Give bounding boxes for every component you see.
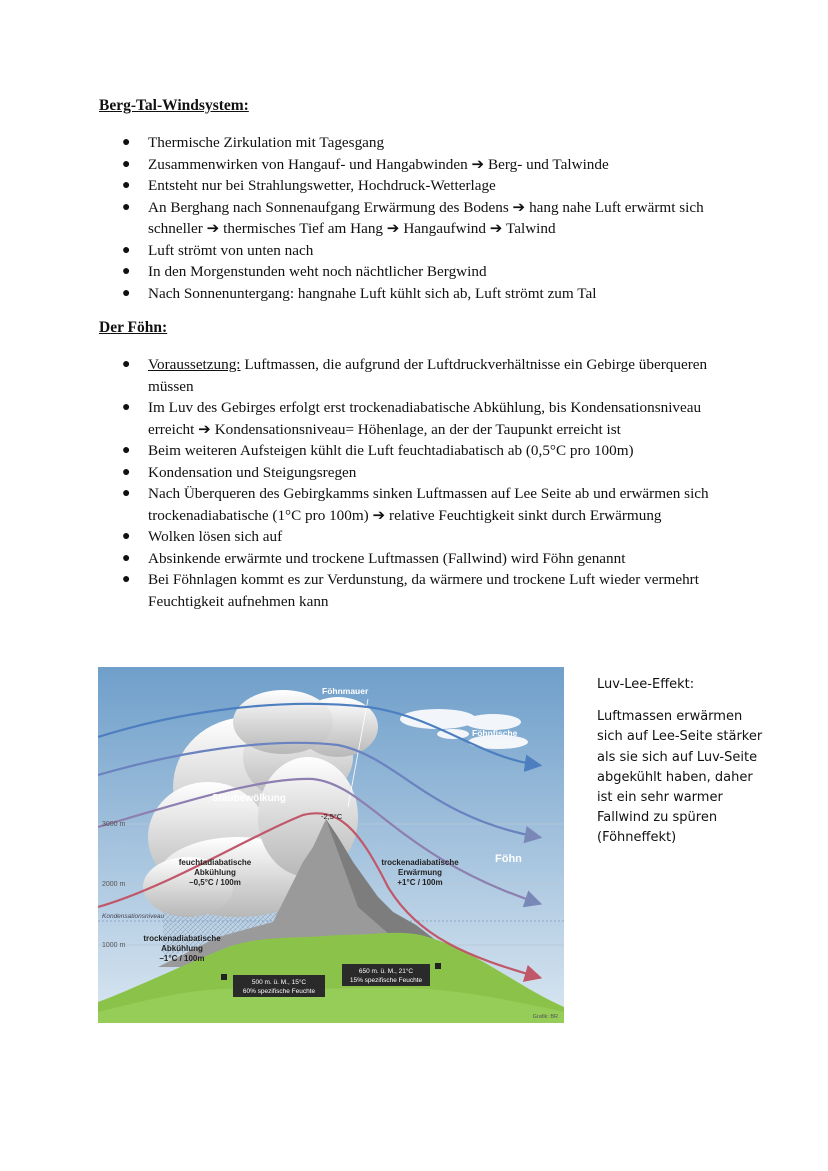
section-heading-foehn: Der Föhn: — [99, 319, 168, 336]
list-item-text: Absinkende erwärmte und trockene Luftmassen (Fallwind) wird Föhn genannt — [148, 549, 626, 567]
list-item: ● Nach Überqueren des Gebirgkamms sinken Luftmassen auf Lee Seite ab und erwärmen sich trockenadiabatische (1°C pro 100m) ➔ relative Feuchtigkeit sinkt durch Erwärmung — [122, 485, 709, 524]
label-trocken-ab-line3: –1°C / 100m — [159, 954, 205, 963]
list-item-text: Zusammenwirken von Hangauf- und Hangabwinden ➔ Berg- und Talwinde — [148, 155, 609, 173]
label-staubewoelkung: Staubewölkung — [212, 793, 286, 804]
list-item: ● Zusammenwirken von Hangauf- und Hangabwinden ➔ Berg- und Talwinde — [122, 155, 609, 173]
list-item: ● Voraussetzung: Luftmassen, die aufgrund der Luftdruckverhältnisse ein Gebirge überqueren müssen — [122, 356, 708, 395]
list-item: ● Entsteht nur bei Strahlungswetter, Hochdruck-Wetterlage — [122, 177, 496, 194]
label-peak-temp: -2,5°C — [321, 812, 343, 821]
list-item-text: Wolken lösen sich auf — [148, 528, 283, 545]
label-trocken-ab-line2: Abkühlung — [161, 944, 203, 953]
list-item-text: Beim weiteren Aufsteigen kühlt die Luft feuchtadiabatisch ab (0,5°C pro 100m) — [148, 442, 634, 459]
label-foehnmauer: Föhnmauer — [322, 686, 369, 696]
list-item: ● An Berghang nach Sonnenaufgang Erwärmung des Bodens ➔ hang nahe Luft erwärmt sich schneller ➔ thermisches Tief am Hang ➔ Hangaufwind ➔ Talwind — [122, 198, 704, 237]
list-item-text: Luftmassen, die aufgrund der Luftdruckverhältnisse ein Gebirge überqueren müssen — [148, 356, 708, 395]
list-item-text: An Berghang nach Sonnenaufgang Erwärmung des Bodens ➔ hang nahe Luft erwärmt sich schneller ➔ thermisches Tief am Hang ➔ Hangaufwind ➔ Talwind — [148, 198, 704, 237]
voraussetzung-label: Voraussetzung: — [148, 356, 241, 373]
sidebar-title: Luv-Lee-Effekt: — [597, 677, 695, 692]
list-item-text: Bei Föhnlagen kommt es zur Verdunstung, da wärmere und trockene Luft wieder vermehrt Feuchtigkeit aufnehmen kann — [148, 571, 699, 610]
label-credit: Grafik: BR — [532, 1014, 558, 1020]
info-box-right-line1: 650 m. ü. M., 21°C — [358, 968, 414, 975]
marker-left — [221, 974, 227, 980]
label-alt-3000: 3000 m — [102, 821, 126, 828]
list-item-text: Nach Sonnenuntergang: hangnahe Luft kühlt sich ab, Luft strömt zum Tal — [148, 284, 597, 302]
list-item-text: In den Morgenstunden weht noch nächtlicher Bergwind — [148, 263, 487, 280]
list-item: ● Beim weiteren Aufsteigen kühlt die Luft feuchtadiabatisch ab (0,5°C pro 100m) — [122, 442, 634, 459]
list-item: ● Nach Sonnenuntergang: hangnahe Luft kühlt sich ab, Luft strömt zum Tal — [122, 284, 597, 302]
luv-lee-sidebar — [597, 675, 767, 849]
list-item-text: Thermische Zirkulation mit Tagesgang — [148, 134, 385, 151]
list-item: ● Kondensation und Steigungsregen — [122, 463, 357, 481]
label-feucht-line2: Abkühlung — [194, 868, 236, 877]
label-kondensationsniveau: Kondensationsniveau — [102, 913, 165, 920]
list-item: ● In den Morgenstunden weht noch nächtlicher Bergwind — [122, 263, 487, 280]
label-foehnfische: Föhnfische — [472, 728, 518, 738]
marker-right — [435, 963, 441, 969]
bullet-list-foehn — [99, 354, 739, 612]
list-item: ● Luft strömt von unten nach — [122, 241, 314, 259]
label-trocken-erw-line1: trockenadiabatische — [381, 858, 459, 867]
label-trocken-ab-line1: trockenadiabatische — [143, 934, 221, 943]
list-item: ● Thermische Zirkulation mit Tagesgang — [122, 134, 385, 151]
label-alt-1000: 1000 m — [102, 942, 126, 949]
label-foehn: Föhn — [495, 853, 522, 865]
info-box-right-line2: 15% spezifische Feuchte — [349, 977, 423, 984]
list-item-text: Im Luv des Gebirges erfolgt erst trockenadiabatische Abkühlung, bis Kondensationsniveau erreicht ➔ Kondensationsniveau= Höhenlage, an der der Taupunkt erreicht ist — [148, 399, 702, 438]
list-item-text: Kondensation und Steigungsregen — [148, 463, 357, 481]
label-trocken-erw-line3: +1°C / 100m — [397, 878, 443, 887]
label-feucht-line3: –0,5°C / 100m — [189, 878, 241, 887]
list-item-text: Nach Überqueren des Gebirgkamms sinken Luftmassen auf Lee Seite ab und erwärmen sich trockenadiabatische (1°C pro 100m) ➔ relative Feuchtigkeit sinkt durch Erwärmung — [148, 485, 709, 524]
foehn-diagram — [98, 667, 564, 1023]
list-item: ● Wolken lösen sich auf — [122, 528, 283, 545]
list-item-text: Luft strömt von unten nach — [148, 241, 314, 259]
sidebar-text: Luftmassen erwärmen sich auf Lee-Seite stärker als sie sich auf Luv-Seite abgekühlt haben, daher ist ein sehr warmer Fallwind zu spüren (Föhneffekt) — [597, 709, 763, 846]
label-alt-2000: 2000 m — [102, 881, 126, 888]
label-trocken-erw-line2: Erwärmung — [397, 868, 443, 877]
info-box-left-line1: 500 m. ü. M., 15°C — [251, 979, 307, 986]
section-heading-berg-tal: Berg-Tal-Windsystem: — [99, 97, 249, 114]
list-item: ● Absinkende erwärmte und trockene Luftmassen (Fallwind) wird Föhn genannt — [122, 549, 626, 567]
list-item: ● Bei Föhnlagen kommt es zur Verdunstung, da wärmere und trockene Luft wieder vermehrt Feuchtigkeit aufnehmen kann — [122, 571, 699, 610]
label-feucht-line1: feuchtadiabatische — [178, 858, 252, 867]
list-item-text: Entsteht nur bei Strahlungswetter, Hochdruck-Wetterlage — [148, 177, 496, 194]
list-item: ● Im Luv des Gebirges erfolgt erst trockenadiabatische Abkühlung, bis Kondensationsniveau erreicht ➔ Kondensationsniveau= Höhenlage, an der der Taupunkt erreicht ist — [122, 399, 702, 438]
info-box-left-line2: 60% spezifische Feuchte — [242, 988, 316, 995]
bullet-list-berg-tal — [99, 132, 739, 304]
